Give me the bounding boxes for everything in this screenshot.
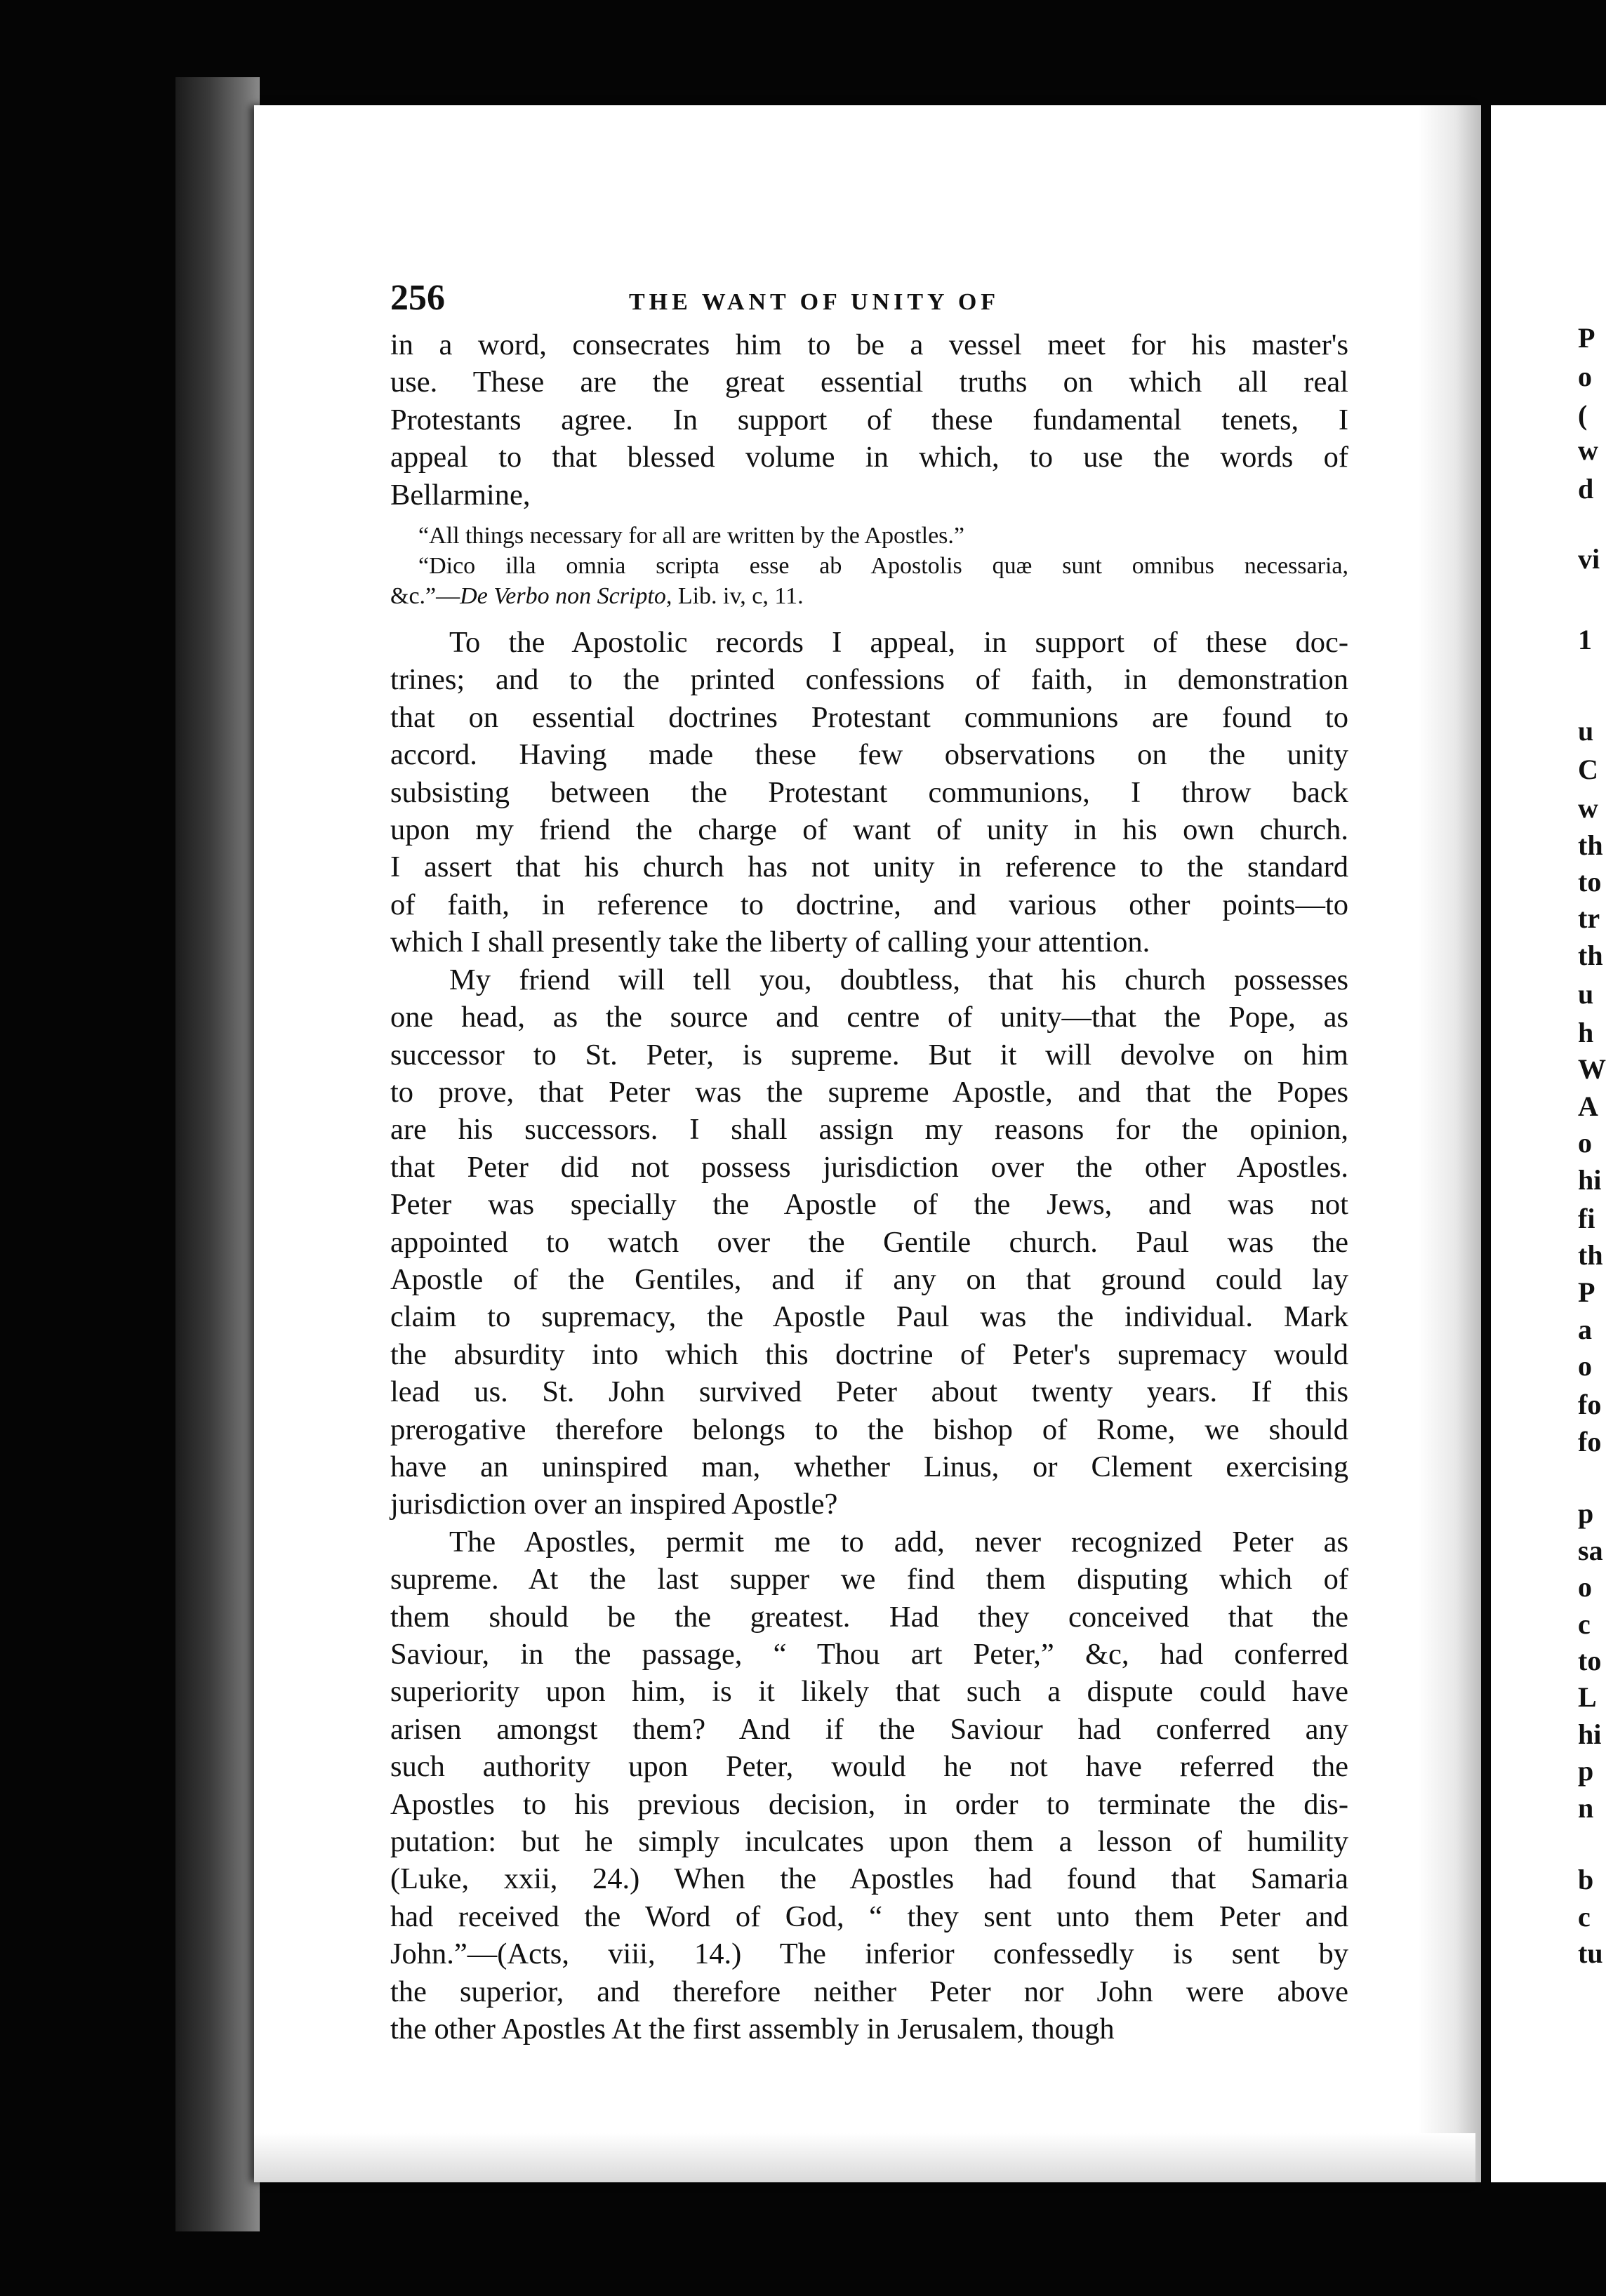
text-line: to prove, that Peter was the supreme Apostle, and that the Popes (390, 1075, 1348, 1109)
text-line: are his successors. I shall assign my reasons for the opinion, (390, 1113, 1348, 1147)
body-paragraph (390, 961, 1348, 1523)
text-line: (Luke, xxii, 24.) When the Apostles had found that Samaria (390, 1862, 1348, 1896)
text-line: My friend will tell you, doubtless, that his church possesses (449, 963, 1348, 996)
next-page-fragment: w (1578, 792, 1598, 824)
text-line: in a word, consecrates him to be a vessel meet for his master's (390, 328, 1348, 361)
text-line: To the Apostolic records I appeal, in support of these doc- (449, 626, 1348, 660)
next-page-fragment: to (1578, 866, 1602, 897)
next-page-fragment: d (1578, 473, 1594, 505)
text-line: The Apostles, permit me to add, never recognized Peter as (449, 1525, 1348, 1559)
block-quote (390, 521, 1348, 611)
quote-line-english: “All things necessary for all are written by the Apostles.” (418, 523, 964, 549)
text-line: lead us. St. John survived Peter about twenty years. If this (390, 1375, 1348, 1409)
next-page-fragment: fo (1578, 1389, 1602, 1420)
intro-paragraph (390, 326, 1348, 514)
text-line: accord. Having made these few observations on the unity (390, 738, 1348, 772)
text-line: upon my friend the charge of want of unity in his own church. (390, 813, 1348, 847)
text-line: appointed to watch over the Gentile church. Paul was the (390, 1225, 1348, 1259)
next-page-fragment: to (1578, 1645, 1602, 1676)
text-line: which I shall presently take the liberty of calling your attention. (390, 926, 1150, 959)
page-bottom-shadow (254, 2133, 1475, 2182)
text-line: putation: but he simply inculcates upon them a lesson of humility (390, 1825, 1348, 1859)
next-page-fragment: L (1578, 1681, 1597, 1713)
next-page-fragment: tr (1578, 902, 1600, 934)
next-page-fragment: o (1578, 1127, 1592, 1159)
next-page-fragment: th (1578, 829, 1603, 861)
next-page-fragment: vi (1578, 543, 1600, 575)
text-line: I assert that his church has not unity in reference to the standard (390, 850, 1348, 884)
text-line: supreme. At the last supper we find them disputing which of (390, 1563, 1348, 1596)
text-line: trines; and to the printed confessions of faith, in demonstration (390, 663, 1348, 697)
next-page-fragment: o (1578, 361, 1592, 392)
text-line: of faith, in reference to doctrine, and various other points—to (390, 888, 1348, 921)
text-line: Protestants agree. In support of these fundamental tenets, I (390, 403, 1348, 436)
intro-paragraph (390, 326, 1348, 514)
next-page-fragment: a (1578, 1314, 1592, 1345)
text-line: one head, as the source and centre of unity—that the Pope, as (390, 1001, 1348, 1034)
quote-citation-prefix: &c.”— (390, 583, 460, 610)
text-line: have an uninspired man, whether Linus, or Clement exercising (390, 1450, 1348, 1483)
text-line: Bellarmine, (390, 478, 531, 512)
text-line: them should be the greatest. Had they conceived that the (390, 1600, 1348, 1634)
body-paragraph (390, 1523, 1348, 2048)
quote-line-latin: “Dico illa omnia scripta esse ab Apostolis quæ sunt omnibus necessaria, (418, 553, 1348, 580)
next-page-fragment: u (1578, 978, 1594, 1010)
next-page-fragment: o (1578, 1571, 1592, 1603)
page-header (390, 277, 1348, 326)
next-page-fragment: w (1578, 434, 1598, 466)
text-line: Apostles to his previous decision, in order to terminate the dis- (390, 1787, 1348, 1821)
text-line: Saviour, in the passage, “ Thou art Peter,” &c, had conferred (390, 1638, 1348, 1671)
text-line: arisen amongst them? And if the Saviour had conferred any (390, 1712, 1348, 1746)
next-page-fragment: p (1578, 1497, 1594, 1529)
text-line: the absurdity into which this doctrine of Peter's supremacy would (390, 1337, 1348, 1371)
text-line: appeal to that blessed volume in which, to use the words of (390, 441, 1348, 474)
text-line: Peter was specially the Apostle of the Jews, and was not (390, 1188, 1348, 1222)
next-page-fragment: b (1578, 1864, 1594, 1895)
text-line: such authority upon Peter, would he not have referred the (390, 1750, 1348, 1784)
text-line: the other Apostles At the first assembly in Jerusalem, though (390, 2013, 1115, 2046)
next-page-fragment: sa (1578, 1535, 1603, 1566)
next-page-fragment: tu (1578, 1937, 1603, 1969)
quote-citation-suffix: Lib. iv, c, 11. (672, 583, 804, 610)
text-line: claim to supremacy, the Apostle Paul was the individual. Mark (390, 1300, 1348, 1334)
text-line: Apostle of the Gentiles, and if any on that ground could lay (390, 1262, 1348, 1296)
text-line: that Peter did not possess jurisdiction over the other Apostles. (390, 1150, 1348, 1184)
page-number: 256 (390, 278, 445, 318)
next-page-fragment: p (1578, 1755, 1594, 1787)
next-page-fragment: P (1578, 1276, 1595, 1308)
text-line: John.”—(Acts, viii, 14.) The inferior confessedly is sent by (390, 1937, 1348, 1971)
body-text (390, 624, 1348, 2048)
next-page-fragment: 1 (1578, 624, 1592, 655)
body-paragraph (390, 624, 1348, 961)
next-page-fragment: hi (1578, 1164, 1602, 1196)
next-page-fragment: h (1578, 1017, 1594, 1048)
quote-citation-title: De Verbo non Scripto, (460, 583, 672, 610)
text-line: subsisting between the Protestant communions, I throw back (390, 775, 1348, 809)
next-page-fragment: P (1578, 322, 1595, 354)
next-page-fragment: o (1578, 1350, 1592, 1382)
text-line: had received the Word of God, “ they sent unto them Peter and (390, 1900, 1348, 1933)
text-line: prerogative therefore belongs to the bishop of Rome, we should (390, 1413, 1348, 1446)
text-line: the superior, and therefore neither Peter nor John were above (390, 1975, 1348, 2008)
next-page-fragment: ( (1578, 399, 1588, 431)
next-page-fragment: u (1578, 715, 1594, 747)
next-page-text-fragments (1578, 0, 1606, 2296)
text-line: jurisdiction over an inspired Apostle? (390, 1488, 838, 1521)
next-page-fragment: th (1578, 940, 1603, 971)
text-line: superiority upon him, is it likely that such a dispute could have (390, 1675, 1348, 1709)
page-text (390, 277, 1348, 2048)
next-page-fragment: hi (1578, 1718, 1602, 1750)
next-page-fragment: c (1578, 1608, 1591, 1640)
next-page-fragment: fo (1578, 1426, 1602, 1457)
next-page-fragment: fi (1578, 1203, 1595, 1234)
book-spine (175, 77, 260, 2231)
next-page-fragment: W (1578, 1053, 1606, 1085)
text-line: successor to St. Peter, is supreme. But it will devolve on him (390, 1038, 1348, 1072)
page-edge-shadow (1418, 105, 1481, 2182)
quote-citation (390, 581, 1348, 611)
next-page-fragment: A (1578, 1090, 1598, 1122)
text-line: use. These are the great essential truths on which all real (390, 366, 1348, 399)
running-head: THE WANT OF UNITY OF (629, 289, 1000, 315)
next-page-fragment: C (1578, 754, 1598, 785)
next-page-fragment: c (1578, 1901, 1591, 1933)
next-page-fragment: th (1578, 1239, 1603, 1271)
next-page-fragment: n (1578, 1792, 1594, 1824)
text-line: that on essential doctrines Protestant communions are found to (390, 700, 1348, 734)
